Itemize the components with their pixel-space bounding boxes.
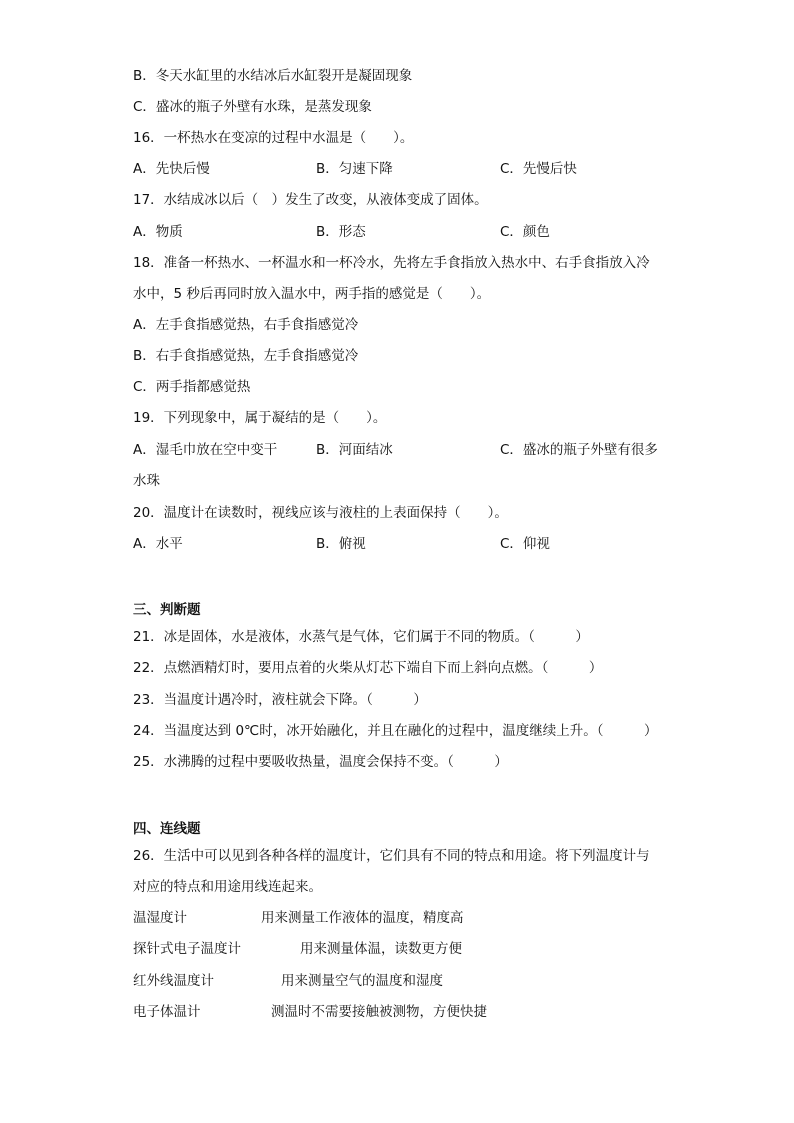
question-21: 21．冰是固体，水是液体，水蒸气是气体，它们属于不同的物质。（ ） bbox=[133, 629, 589, 645]
q17-option-c[interactable]: C．颜色 bbox=[500, 224, 550, 240]
q18-option-a[interactable]: A．左手食指感觉热，右手食指感觉冷 bbox=[133, 317, 359, 333]
question-26-line2: 对应的特点和用途用线连起来。 bbox=[133, 879, 322, 895]
match-right-item[interactable]: 测温时不需要接触被测物，方便快捷 bbox=[271, 1004, 487, 1020]
match-left-item[interactable]: 温湿度计 bbox=[133, 910, 187, 926]
question-20: 20．温度计在读数时，视线应该与液柱的上表面保持（ ）。 bbox=[133, 505, 508, 521]
q20-option-b[interactable]: B．俯视 bbox=[316, 536, 366, 552]
q20-option-a[interactable]: A．水平 bbox=[133, 536, 183, 552]
q17-option-a[interactable]: A．物质 bbox=[133, 224, 183, 240]
q16-option-b[interactable]: B．匀速下降 bbox=[316, 161, 393, 177]
question-16: 16．一杯热水在变凉的过程中水温是（ ）。 bbox=[133, 130, 414, 146]
q17-option-b[interactable]: B．形态 bbox=[316, 224, 366, 240]
q19-option-c-continued: 水珠 bbox=[133, 473, 160, 489]
q19-option-b[interactable]: B．河面结冰 bbox=[316, 442, 393, 458]
question-25: 25．水沸腾的过程中要吸收热量，温度会保持不变。（ ） bbox=[133, 754, 508, 770]
match-left-item[interactable]: 红外线温度计 bbox=[133, 973, 214, 989]
question-18-line1: 18．准备一杯热水、一杯温水和一杯冷水，先将左手食指放入热水中、右手食指放入冷 bbox=[133, 255, 650, 271]
q19-option-a[interactable]: A．湿毛巾放在空中变干 bbox=[133, 442, 278, 458]
option-15c: C．盛冰的瓶子外壁有水珠，是蒸发现象 bbox=[133, 99, 372, 115]
question-26-line1: 26．生活中可以见到各种各样的温度计，它们具有不同的特点和用途。将下列温度计与 bbox=[133, 848, 650, 864]
q18-option-c[interactable]: C．两手指都感觉热 bbox=[133, 379, 251, 395]
match-right-item[interactable]: 用来测量工作液体的温度，精度高 bbox=[261, 910, 464, 926]
match-left-item[interactable]: 探针式电子温度计 bbox=[133, 941, 241, 957]
option-15b: B．冬天水缸里的水结冰后水缸裂开是凝固现象 bbox=[133, 68, 413, 84]
q18-option-b[interactable]: B．右手食指感觉热，左手食指感觉冷 bbox=[133, 348, 359, 364]
question-24: 24．当温度达到 0℃时，冰开始融化，并且在融化的过程中，温度继续上升。（ ） bbox=[133, 723, 658, 739]
q19-option-c[interactable]: C．盛冰的瓶子外壁有很多 bbox=[500, 442, 658, 458]
question-18-line2: 水中，5 秒后再同时放入温水中，两手指的感觉是（ ）。 bbox=[133, 286, 491, 302]
section-matching-heading: 四、连线题 bbox=[133, 821, 201, 837]
match-right-item[interactable]: 用来测量体温，读数更方便 bbox=[300, 941, 462, 957]
q16-option-a[interactable]: A．先快后慢 bbox=[133, 161, 210, 177]
question-19: 19．下列现象中，属于凝结的是（ ）。 bbox=[133, 410, 387, 426]
section-judgment-heading: 三、判断题 bbox=[133, 602, 201, 618]
q16-option-c[interactable]: C．先慢后快 bbox=[500, 161, 577, 177]
question-23: 23．当温度计遇冷时，液柱就会下降。（ ） bbox=[133, 692, 427, 708]
match-left-item[interactable]: 电子体温计 bbox=[133, 1004, 201, 1020]
match-right-item[interactable]: 用来测量空气的温度和湿度 bbox=[281, 973, 443, 989]
question-22: 22．点燃酒精灯时，要用点着的火柴从灯芯下端自下而上斜向点燃。（ ） bbox=[133, 660, 603, 676]
q20-option-c[interactable]: C．仰视 bbox=[500, 536, 550, 552]
question-17: 17．水结成冰以后（ ）发生了改变，从液体变成了固体。 bbox=[133, 192, 488, 208]
